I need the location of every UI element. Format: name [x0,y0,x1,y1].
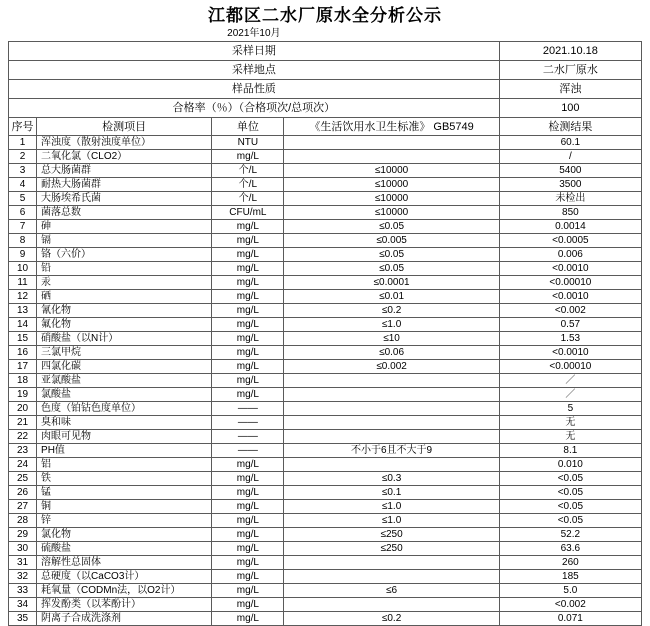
cell-unit: mg/L [212,304,284,318]
cell-result: 60.1 [499,136,641,150]
column-header-result: 检测结果 [499,118,641,136]
cell-no: 23 [9,444,37,458]
cell-result: 8.1 [499,444,641,458]
cell-no: 22 [9,430,37,444]
cell-standard: ≤1.0 [284,318,499,332]
cell-unit: CFU/mL [212,206,284,220]
cell-result: <0.05 [499,486,641,500]
cell-standard: ≤0.1 [284,486,499,500]
table-body [9,27,642,626]
cell-unit: —— [212,402,284,416]
cell-no: 27 [9,500,37,514]
cell-no: 15 [9,332,37,346]
table-row [9,220,642,234]
cell-result: <0.05 [499,472,641,486]
info-value-sampling-date: 2021.10.18 [499,42,641,61]
cell-no: 21 [9,416,37,430]
cell-result: 5.0 [499,584,641,598]
cell-item: 硫酸盐 [37,542,212,556]
cell-unit: mg/L [212,584,284,598]
cell-item: 氯化物 [37,528,212,542]
cell-result: 850 [499,206,641,220]
subtitle-row [9,27,642,42]
table-row [9,304,642,318]
cell-result: 63.6 [499,542,641,556]
cell-standard: ≤10000 [284,206,499,220]
table-row [9,500,642,514]
cell-no: 7 [9,220,37,234]
cell-unit: 个/L [212,192,284,206]
cell-item: 硝酸盐（以N计） [37,332,212,346]
cell-no: 5 [9,192,37,206]
cell-item: 总大肠菌群 [37,164,212,178]
table-row [9,318,642,332]
cell-no: 32 [9,570,37,584]
cell-standard [284,150,499,164]
page-title: 江都区二水厂原水全分析公示 [208,6,442,25]
cell-standard: ≤0.005 [284,234,499,248]
table-row [9,178,642,192]
table-row [9,262,642,276]
cell-no: 18 [9,374,37,388]
cell-no: 26 [9,486,37,500]
cell-no: 35 [9,612,37,626]
cell-no: 34 [9,598,37,612]
cell-standard: ≤1.0 [284,514,499,528]
table-row [9,486,642,500]
cell-standard: ≤250 [284,542,499,556]
cell-no: 11 [9,276,37,290]
cell-unit: mg/L [212,332,284,346]
cell-result: 52.2 [499,528,641,542]
cell-unit: mg/L [212,458,284,472]
cell-standard: ≤0.002 [284,360,499,374]
cell-no: 19 [9,388,37,402]
cell-no: 6 [9,206,37,220]
cell-no: 14 [9,318,37,332]
cell-result: <0.05 [499,500,641,514]
cell-item: 硒 [37,290,212,304]
cell-unit: mg/L [212,556,284,570]
cell-unit: 个/L [212,178,284,192]
cell-standard [284,570,499,584]
info-row-sampling-location [9,61,642,80]
cell-unit: mg/L [212,360,284,374]
table-row [9,374,642,388]
cell-standard: ≤0.05 [284,220,499,234]
cell-result: 无 [499,430,641,444]
cell-item: PH值 [37,444,212,458]
cell-item: 溶解性总固体 [37,556,212,570]
table-row [9,248,642,262]
cell-result: <0.0010 [499,346,641,360]
cell-item: 氰化物 [37,304,212,318]
table-row [9,234,642,248]
cell-result: <0.05 [499,514,641,528]
table-row [9,430,642,444]
cell-no: 16 [9,346,37,360]
cell-result: <0.0010 [499,290,641,304]
cell-no: 30 [9,542,37,556]
cell-standard: ≤0.2 [284,612,499,626]
document-subtitle: 2021年10月 [227,28,281,39]
cell-unit: mg/L [212,598,284,612]
cell-standard: ≤10 [284,332,499,346]
cell-unit: mg/L [212,528,284,542]
table-row [9,150,642,164]
cell-no: 20 [9,402,37,416]
cell-no: 12 [9,290,37,304]
cell-no: 25 [9,472,37,486]
cell-result: 260 [499,556,641,570]
cell-item: 肉眼可见物 [37,430,212,444]
info-value-sampling-location: 二水厂原水 [499,61,641,80]
cell-unit: NTU [212,136,284,150]
cell-standard: ≤0.05 [284,248,499,262]
cell-unit: mg/L [212,542,284,556]
cell-result: <0.002 [499,598,641,612]
cell-no: 2 [9,150,37,164]
cell-unit: —— [212,430,284,444]
cell-result: 0.0014 [499,220,641,234]
cell-no: 31 [9,556,37,570]
info-label-sampling-date: 采样日期 [9,42,500,61]
cell-result: 5 [499,402,641,416]
cell-no: 10 [9,262,37,276]
cell-unit: mg/L [212,234,284,248]
cell-result: ／ [499,388,641,402]
table-row [9,528,642,542]
column-header-no: 序号 [9,118,37,136]
cell-no: 4 [9,178,37,192]
cell-unit: 个/L [212,164,284,178]
cell-result: ／ [499,374,641,388]
cell-unit: —— [212,416,284,430]
cell-item: 总硬度（以CaCO3计） [37,570,212,584]
cell-item: 臭和味 [37,416,212,430]
cell-standard: ≤6 [284,584,499,598]
cell-item: 铅 [37,262,212,276]
cell-item: 汞 [37,276,212,290]
cell-item: 挥发酚类（以苯酚计） [37,598,212,612]
cell-standard: ≤0.0001 [284,276,499,290]
table-row [9,472,642,486]
cell-standard [284,556,499,570]
cell-no: 24 [9,458,37,472]
cell-result: 0.071 [499,612,641,626]
table-row [9,402,642,416]
cell-standard [284,374,499,388]
column-header-unit: 单位 [212,118,284,136]
table-row [9,346,642,360]
column-header-item: 检测项目 [37,118,212,136]
cell-unit: mg/L [212,318,284,332]
cell-result: <0.00010 [499,360,641,374]
cell-item: 菌落总数 [37,206,212,220]
table-row [9,276,642,290]
cell-no: 9 [9,248,37,262]
subtitle-spacer [499,27,641,42]
info-row-sampling-date [9,42,642,61]
cell-unit: mg/L [212,514,284,528]
cell-item: 氯酸盐 [37,388,212,402]
cell-standard [284,458,499,472]
cell-item: 锰 [37,486,212,500]
cell-no: 8 [9,234,37,248]
cell-item: 二氧化氯（CLO2） [37,150,212,164]
table-row [9,360,642,374]
water-analysis-table [8,27,642,626]
cell-item: 四氯化碳 [37,360,212,374]
cell-item: 亚氯酸盐 [37,374,212,388]
table-row [9,332,642,346]
cell-standard [284,598,499,612]
cell-standard: ≤10000 [284,164,499,178]
info-label-sample-property: 样品性质 [9,80,500,99]
table-row [9,388,642,402]
cell-unit: mg/L [212,486,284,500]
cell-item: 砷 [37,220,212,234]
cell-standard: ≤0.3 [284,472,499,486]
table-header-row [9,118,642,136]
info-row-pass-rate [9,99,642,118]
cell-result: <0.0010 [499,262,641,276]
cell-no: 1 [9,136,37,150]
cell-item: 铁 [37,472,212,486]
cell-unit: mg/L [212,248,284,262]
cell-item: 锌 [37,514,212,528]
cell-result: <0.002 [499,304,641,318]
cell-unit: mg/L [212,570,284,584]
cell-standard: 不小于6且不大于9 [284,444,499,458]
column-header-standard: 《生活饮用水卫生标准》 GB5749 [284,118,499,136]
cell-no: 29 [9,528,37,542]
table-row [9,612,642,626]
table-row [9,136,642,150]
cell-standard: ≤0.2 [284,304,499,318]
info-value-sample-property: 浑浊 [499,80,641,99]
cell-result: 185 [499,570,641,584]
cell-item: 色度（铂钴色度单位） [37,402,212,416]
table-row [9,570,642,584]
cell-result: / [499,150,641,164]
cell-result: 无 [499,416,641,430]
cell-unit: —— [212,444,284,458]
cell-standard [284,430,499,444]
cell-unit: mg/L [212,150,284,164]
cell-standard: ≤0.01 [284,290,499,304]
cell-standard: ≤1.0 [284,500,499,514]
cell-result: 0.57 [499,318,641,332]
cell-item: 大肠埃希氏菌 [37,192,212,206]
cell-standard [284,388,499,402]
table-row [9,514,642,528]
cell-unit: mg/L [212,346,284,360]
cell-unit: mg/L [212,276,284,290]
cell-standard [284,416,499,430]
table-row [9,164,642,178]
cell-result: 1.53 [499,332,641,346]
cell-result: 未检出 [499,192,641,206]
cell-unit: mg/L [212,290,284,304]
table-row [9,458,642,472]
cell-item: 铬（六价） [37,248,212,262]
cell-no: 33 [9,584,37,598]
cell-result: <0.0005 [499,234,641,248]
cell-item: 三氯甲烷 [37,346,212,360]
cell-no: 3 [9,164,37,178]
cell-unit: mg/L [212,388,284,402]
cell-item: 耐热大肠菌群 [37,178,212,192]
cell-unit: mg/L [212,220,284,234]
cell-item: 耗氧量（CODMn法，以O2计） [37,584,212,598]
cell-item: 铜 [37,500,212,514]
table-row [9,206,642,220]
info-label-pass-rate: 合格率（％）（合格项次/总项次） [9,99,500,118]
cell-standard: ≤250 [284,528,499,542]
cell-item: 镉 [37,234,212,248]
cell-standard: ≤10000 [284,192,499,206]
cell-unit: mg/L [212,500,284,514]
table-row [9,542,642,556]
cell-result: <0.00010 [499,276,641,290]
cell-unit: mg/L [212,472,284,486]
cell-standard: ≤0.05 [284,262,499,276]
table-row [9,290,642,304]
cell-no: 17 [9,360,37,374]
table-row [9,556,642,570]
cell-standard [284,136,499,150]
cell-unit: mg/L [212,262,284,276]
table-row [9,584,642,598]
cell-standard [284,402,499,416]
info-label-sampling-location: 采样地点 [9,61,500,80]
cell-result: 0.010 [499,458,641,472]
table-row [9,192,642,206]
cell-item: 氟化物 [37,318,212,332]
cell-item: 浑浊度（散射浊度单位） [37,136,212,150]
cell-result: 5400 [499,164,641,178]
cell-result: 3500 [499,178,641,192]
cell-standard: ≤0.06 [284,346,499,360]
cell-result: 0.006 [499,248,641,262]
table-row [9,598,642,612]
cell-unit: mg/L [212,612,284,626]
table-row [9,416,642,430]
cell-item: 阴离子合成洗涤剂 [37,612,212,626]
cell-no: 28 [9,514,37,528]
table-row [9,444,642,458]
info-value-pass-rate: 100 [499,99,641,118]
cell-item: 铝 [37,458,212,472]
cell-standard: ≤10000 [284,178,499,192]
info-row-sample-property [9,80,642,99]
cell-no: 13 [9,304,37,318]
cell-unit: mg/L [212,374,284,388]
